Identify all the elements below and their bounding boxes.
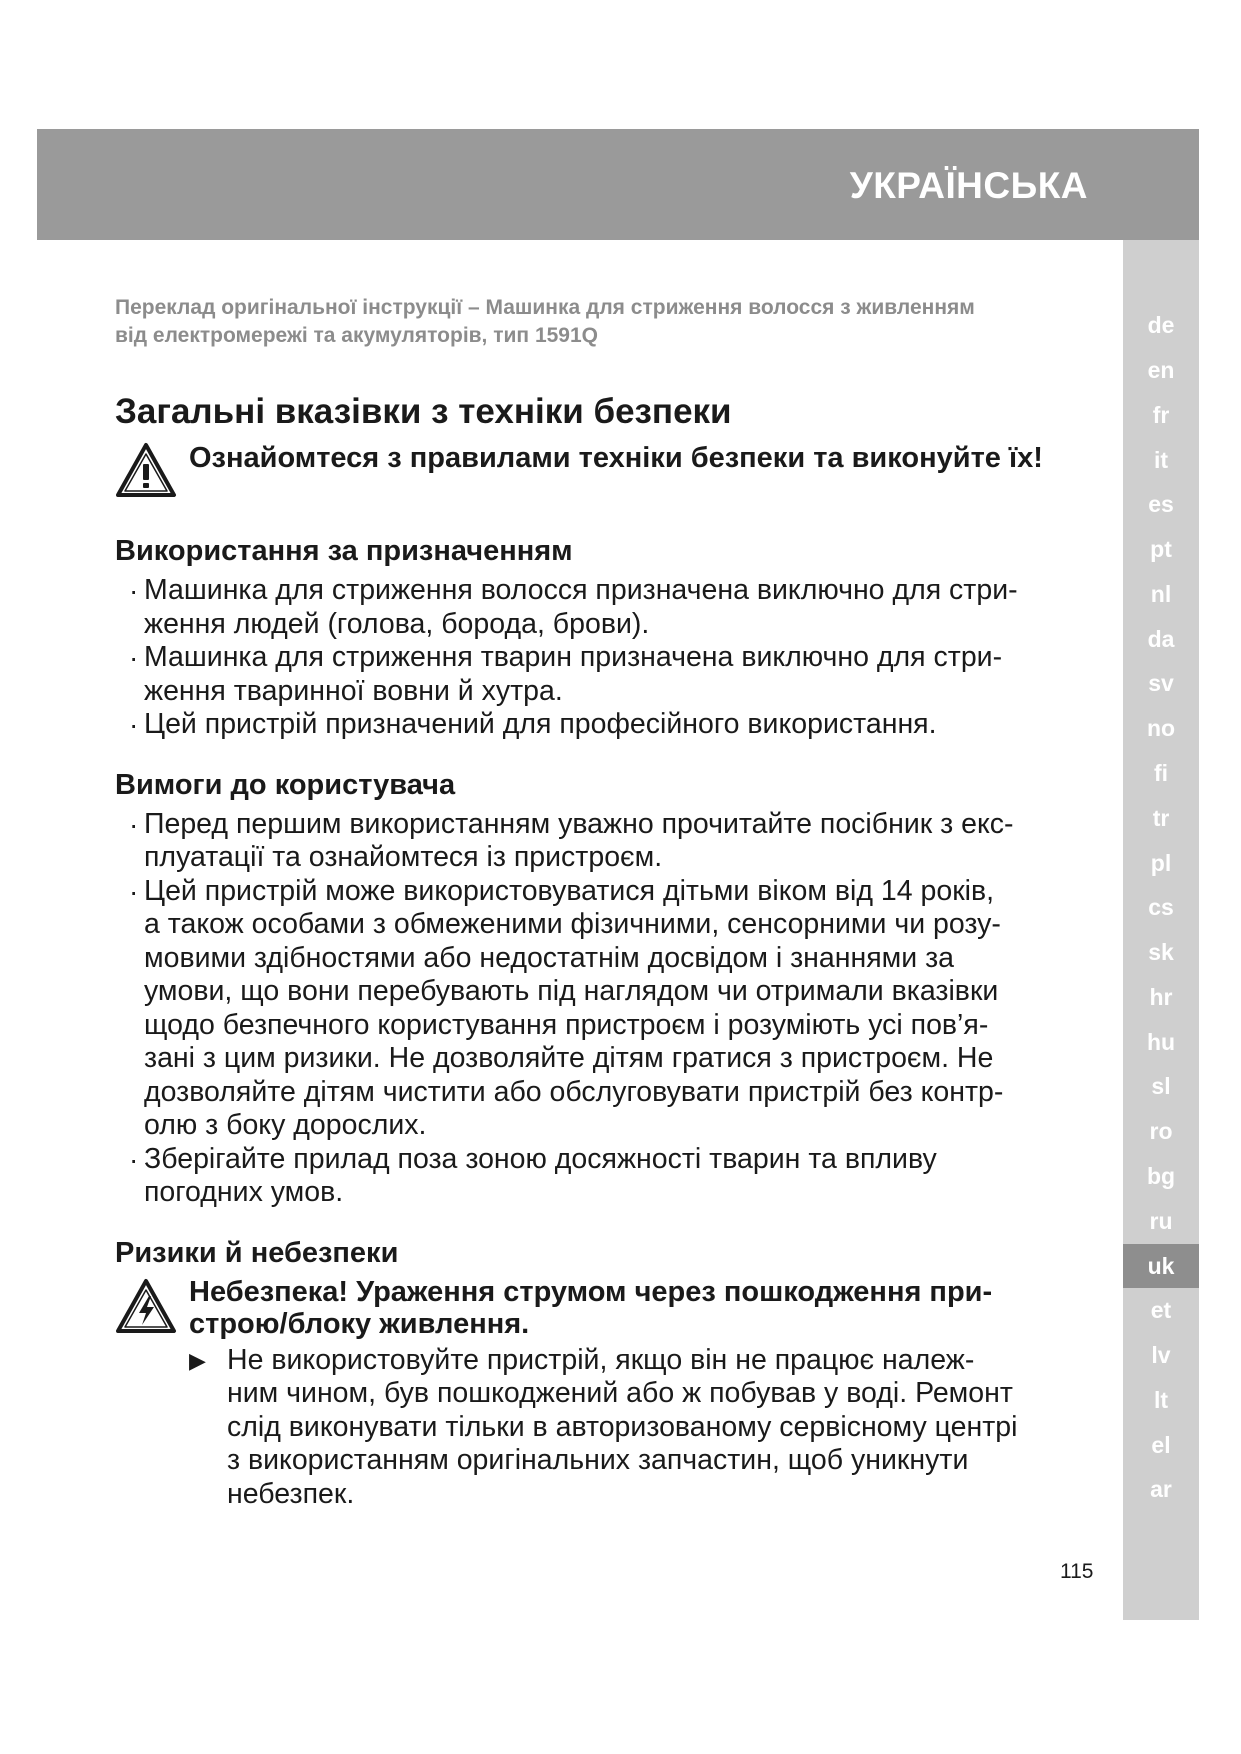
risks-heading: Ризики й небезпеки <box>115 1236 399 1269</box>
lang-tab-pt[interactable]: pt <box>1150 536 1172 562</box>
lang-tab-et[interactable]: et <box>1150 1297 1172 1323</box>
lang-tab-hr[interactable]: hr <box>1149 984 1173 1010</box>
subtitle-line: від електромережі та акумуляторів, тип 1591Q <box>115 324 598 347</box>
list-item: · Цей пристрій призначений для професійного використання. <box>115 708 1095 742</box>
instruction-text: Не використовуйте пристрій, якщо він не працює належ- ним чином, був пошкоджений або ж побував у воді. Ремонт слід виконувати тільки в авторизованому сервісному центрі з використанням оригінальних запчастин, щоб уникнути небезпек. <box>227 1343 1018 1510</box>
user-requirements-heading: Вимоги до користувача <box>115 768 456 801</box>
lang-tab-fi[interactable]: fi <box>1153 760 1169 786</box>
lang-tab-de[interactable]: de <box>1147 312 1175 338</box>
intended-use-list <box>115 574 1095 742</box>
lang-tab-tr[interactable]: tr <box>1152 805 1170 831</box>
language-title: УКРАЇНСЬКА <box>849 165 1088 206</box>
lang-tab-ar[interactable]: ar <box>1150 1476 1172 1502</box>
subtitle-line: Переклад оригінальної інструкції – Машинка для стриження волосся з живленням <box>115 296 975 319</box>
warning-text: Ознайомтеся з правилами техніки безпеки та виконуйте їх! <box>189 442 1043 474</box>
intended-use-heading: Використання за призначенням <box>115 535 573 567</box>
electric-shock-danger <box>115 1276 1095 1512</box>
lang-tab-nl[interactable]: nl <box>1150 581 1172 607</box>
lang-tab-da[interactable]: da <box>1147 626 1175 652</box>
list-item: · Машинка для стриження волосся призначена виключно для стри- ження людей (голова, борода, брови). <box>115 574 1095 641</box>
lang-tab-uk[interactable]: uk <box>1123 1244 1199 1288</box>
lang-tab-pl[interactable]: pl <box>1150 850 1172 876</box>
instruction-item <box>189 1344 1095 1512</box>
lang-tab-bg[interactable]: bg <box>1146 1163 1176 1189</box>
section-title: Загальні вказівки з техніки безпеки <box>115 392 732 431</box>
language-sidebar <box>1123 240 1199 1620</box>
lang-tab-sv[interactable]: sv <box>1148 670 1174 696</box>
warning-triangle-icon <box>115 442 177 498</box>
lang-tab-lv[interactable]: lv <box>1151 1342 1171 1368</box>
lang-tab-fr[interactable]: fr <box>1152 402 1170 428</box>
lang-tab-no[interactable]: no <box>1146 715 1176 741</box>
document-subtitle <box>115 294 1095 350</box>
lang-tab-hu[interactable]: hu <box>1146 1029 1176 1055</box>
lang-tab-es[interactable]: es <box>1148 491 1174 517</box>
lang-tab-it[interactable]: it <box>1153 447 1169 473</box>
lang-tab-el[interactable]: el <box>1151 1432 1171 1458</box>
page-content <box>115 294 1095 1511</box>
list-item: · Зберігайте прилад поза зоною досяжності тварин та впливу погодних умов. <box>115 1143 1095 1210</box>
lang-tab-sl[interactable]: sl <box>1151 1073 1171 1099</box>
lang-tab-sk[interactable]: sk <box>1148 939 1174 965</box>
lang-tab-lt[interactable]: lt <box>1153 1387 1169 1413</box>
lang-tab-ru[interactable]: ru <box>1149 1208 1173 1234</box>
page-number: 115 <box>1060 1560 1094 1583</box>
list-item: · Цей пристрій може використовуватися дітьми віком від 14 років, а також особами з обмеженими фізичними, сенсорними чи розу- мовими здібностями або недостатнім досвідом і знаннями за умови, що вони перебувають під наглядом чи отримали вказівки щодо безпечного користування пристроєм і розуміють усі пов’я- зані з цим ризики. Не дозволяйте дітям гратися з пристроєм. Не дозволяйте дітям чистити або обслуговувати пристрій без контр- олю з боку дорослих. <box>115 875 1095 1143</box>
lang-tab-cs[interactable]: cs <box>1148 894 1174 920</box>
danger-title: Небезпека! Ураження струмом через пошкодження при- строю/блоку живлення. <box>189 1275 993 1340</box>
list-item: · Машинка для стриження тварин призначена виключно для стри- ження тваринної вовни й хутра. <box>115 641 1095 708</box>
electric-shock-warning-icon <box>115 1278 177 1334</box>
general-warning <box>115 440 1095 498</box>
play-arrow-icon: ▶ <box>189 1347 206 1373</box>
header-band <box>37 129 1199 240</box>
lang-tab-ro[interactable]: ro <box>1149 1118 1173 1144</box>
user-requirements-list <box>115 808 1095 1210</box>
list-item: · Перед першим використанням уважно прочитайте посібник з екс- плуатації та ознайомтеся із пристроєм. <box>115 808 1095 875</box>
lang-tab-en[interactable]: en <box>1147 357 1175 383</box>
danger-body <box>189 1276 1095 1512</box>
